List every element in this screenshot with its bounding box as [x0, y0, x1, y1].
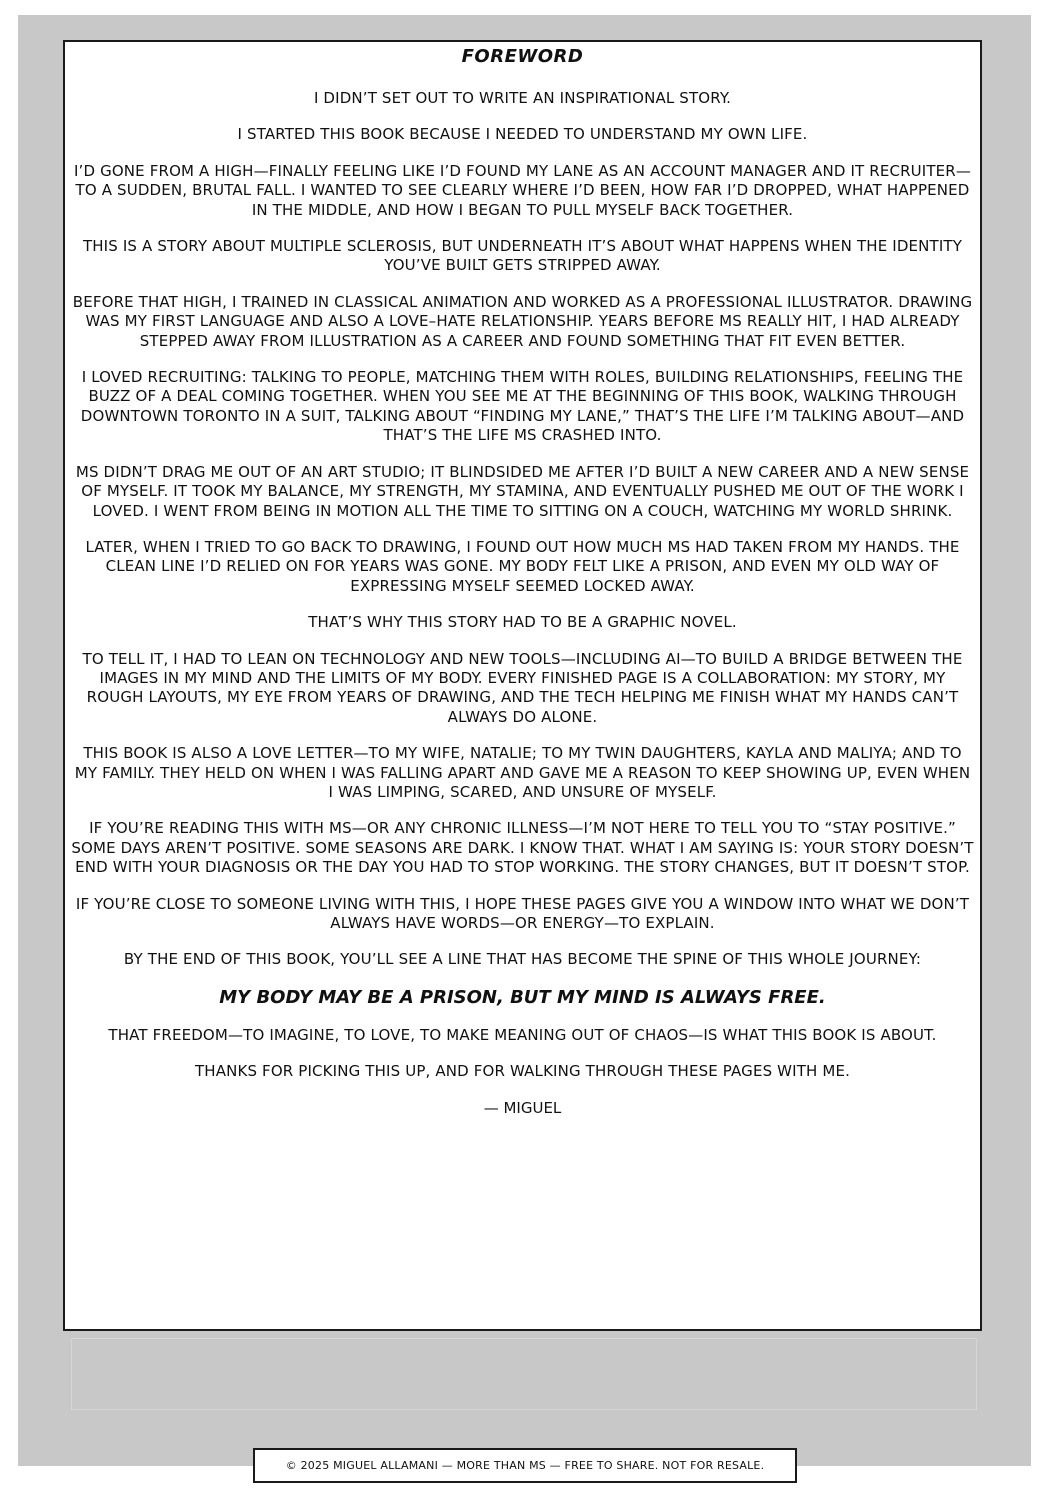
foreword-paragraph: THIS IS A STORY ABOUT MULTIPLE SCLEROSIS, BUT UNDERNEATH IT’S ABOUT WHAT HAPPENS WHEN THE IDENTITY YOU’VE BUILT GETS STRIPPED AWAY. [82, 237, 963, 275]
closing-paragraph: THAT FREEDOM—TO IMAGINE, TO LOVE, TO MAKE MEANING OUT OF CHAOS—IS WHAT THIS BOOK IS ABOUT. [108, 1025, 937, 1044]
foreword-paragraph: MS DIDN’T DRAG ME OUT OF AN ART STUDIO; IT BLINDSIDED ME AFTER I’D BUILT A NEW CAREER AND A NEW SENSE OF MYSELF. IT TOOK MY BALANCE, MY STRENGTH, MY STAMINA, AND EVENTUALLY PUSHED ME OUT OF THE WORK I LOVED. I WENT FROM BEING IN MOTION ALL THE TIME TO SITTING ON A COUCH, WATCHING MY WORLD SHRINK. [75, 462, 970, 520]
foreword-title: FOREWORD [461, 46, 584, 67]
foreword-paragraph: THAT’S WHY THIS STORY HAD TO BE A GRAPHIC NOVEL. [308, 613, 737, 632]
key-quote: MY BODY MAY BE A PRISON, BUT MY MIND IS ALWAYS FREE. [219, 986, 826, 1008]
closing-paragraph: THANKS FOR PICKING THIS UP, AND FOR WALKING THROUGH THESE PAGES WITH ME. [194, 1062, 851, 1081]
copyright-text: © 2025 MIGUEL ALLAMANI — MORE THAN MS — FREE TO SHARE. NOT FOR RESALE. [285, 1459, 765, 1472]
foreword-paragraph: THIS BOOK IS ALSO A LOVE LETTER—TO MY WIFE, NATALIE; TO MY TWIN DAUGHTERS, KAYLA AND MALIYA; AND TO MY FAMILY. THEY HELD ON WHEN I WAS FALLING APART AND GAVE ME A REASON TO KEEP SHOWING UP, EVEN WHEN I WAS LIMPING, SCARED, AND UNSURE OF MYSELF. [74, 744, 971, 801]
foreword-panel [63, 40, 982, 1331]
author-signoff: — MIGUEL [483, 1098, 562, 1117]
copyright-footer [253, 1448, 797, 1483]
foreword-paragraph: BEFORE THAT HIGH, I TRAINED IN CLASSICAL ANIMATION AND WORKED AS A PROFESSIONAL ILLUSTRATOR. DRAWING WAS MY FIRST LANGUAGE AND ALSO A LOVE–HATE RELATIONSHIP. YEARS BEFORE MS REALLY HIT, I HAD ALREADY STEPPED AWAY FROM ILLUSTRATION AS A CAREER AND FOUND SOMETHING THAT FIT EVEN BETTER. [72, 292, 973, 350]
foreword-paragraph: I’D GONE FROM A HIGH—FINALLY FEELING LIKE I’D FOUND MY LANE AS AN ACCOUNT MANAGER AND IT RECRUITER—TO A SUDDEN, BRUTAL FALL. I WANTED TO SEE CLEARLY WHERE I’D BEEN, HOW FAR I’D DROPPED, WHAT HAPPENED IN THE MIDDLE, AND HOW I BEGAN TO PULL MYSELF BACK TOGETHER. [73, 161, 972, 219]
foreword-paragraph: I LOVED RECRUITING: TALKING TO PEOPLE, MATCHING THEM WITH ROLES, BUILDING RELATIONSHIPS, FEELING THE BUZZ OF A DEAL COMING TOGETHER. WHEN YOU SEE ME AT THE BEGINNING OF THIS BOOK, WALKING THROUGH DOWNTOWN TORONTO IN A SUIT, TALKING ABOUT “FINDING MY LANE,” THAT’S THE LIFE I’M TALKING ABOUT—AND THAT’S THE LIFE MS CRASHED INTO. [80, 368, 965, 445]
foreword-paragraph: I STARTED THIS BOOK BECAUSE I NEEDED TO UNDERSTAND MY OWN LIFE. [237, 125, 808, 144]
foreword-paragraph: IF YOU’RE CLOSE TO SOMEONE LIVING WITH THIS, I HOPE THESE PAGES GIVE YOU A WINDOW INTO WHAT WE DON’T ALWAYS HAVE WORDS—OR ENERGY—TO EXPLAIN. [75, 894, 970, 932]
foreword-paragraph: TO TELL IT, I HAD TO LEAN ON TECHNOLOGY AND NEW TOOLS—INCLUDING AI—TO BUILD A BRIDGE BETWEEN THE IMAGES IN MY MIND AND THE LIMITS OF MY BODY. EVERY FINISHED PAGE IS A COLLABORATION: MY STORY, MY ROUGH LAYOUTS, MY EYE FROM YEARS OF DRAWING, AND THE TECH HELPING ME FINISH WHAT MY HANDS CAN’T ALWAYS DO ALONE. [82, 649, 963, 726]
foreword-paragraph: BY THE END OF THIS BOOK, YOU’LL SEE A LINE THAT HAS BECOME THE SPINE OF THIS WHOLE JOURNEY: [123, 950, 922, 969]
foreword-paragraph: IF YOU’RE READING THIS WITH MS—OR ANY CHRONIC ILLNESS—I’M NOT HERE TO TELL YOU TO “STAY POSITIVE.” SOME DAYS AREN’T POSITIVE. SOME SEASONS ARE DARK. I KNOW THAT. WHAT I AM SAYING IS: YOUR STORY DOESN’T END WITH YOUR DIAGNOSIS OR THE DAY YOU HAD TO STOP WORKING. THE STORY CHANGES, BUT IT DOESN’T STOP. [71, 819, 974, 877]
foreword-paragraph: LATER, WHEN I TRIED TO GO BACK TO DRAWING, I FOUND OUT HOW MUCH MS HAD TAKEN FROM MY HANDS. THE CLEAN LINE I’D RELIED ON FOR YEARS WAS GONE. MY BODY FELT LIKE A PRISON, AND EVEN MY OLD WAY OF EXPRESSING MYSELF SEEMED LOCKED AWAY. [85, 537, 960, 595]
empty-panel [71, 1338, 977, 1410]
foreword-paragraph: I DIDN’T SET OUT TO WRITE AN INSPIRATIONAL STORY. [313, 89, 732, 107]
